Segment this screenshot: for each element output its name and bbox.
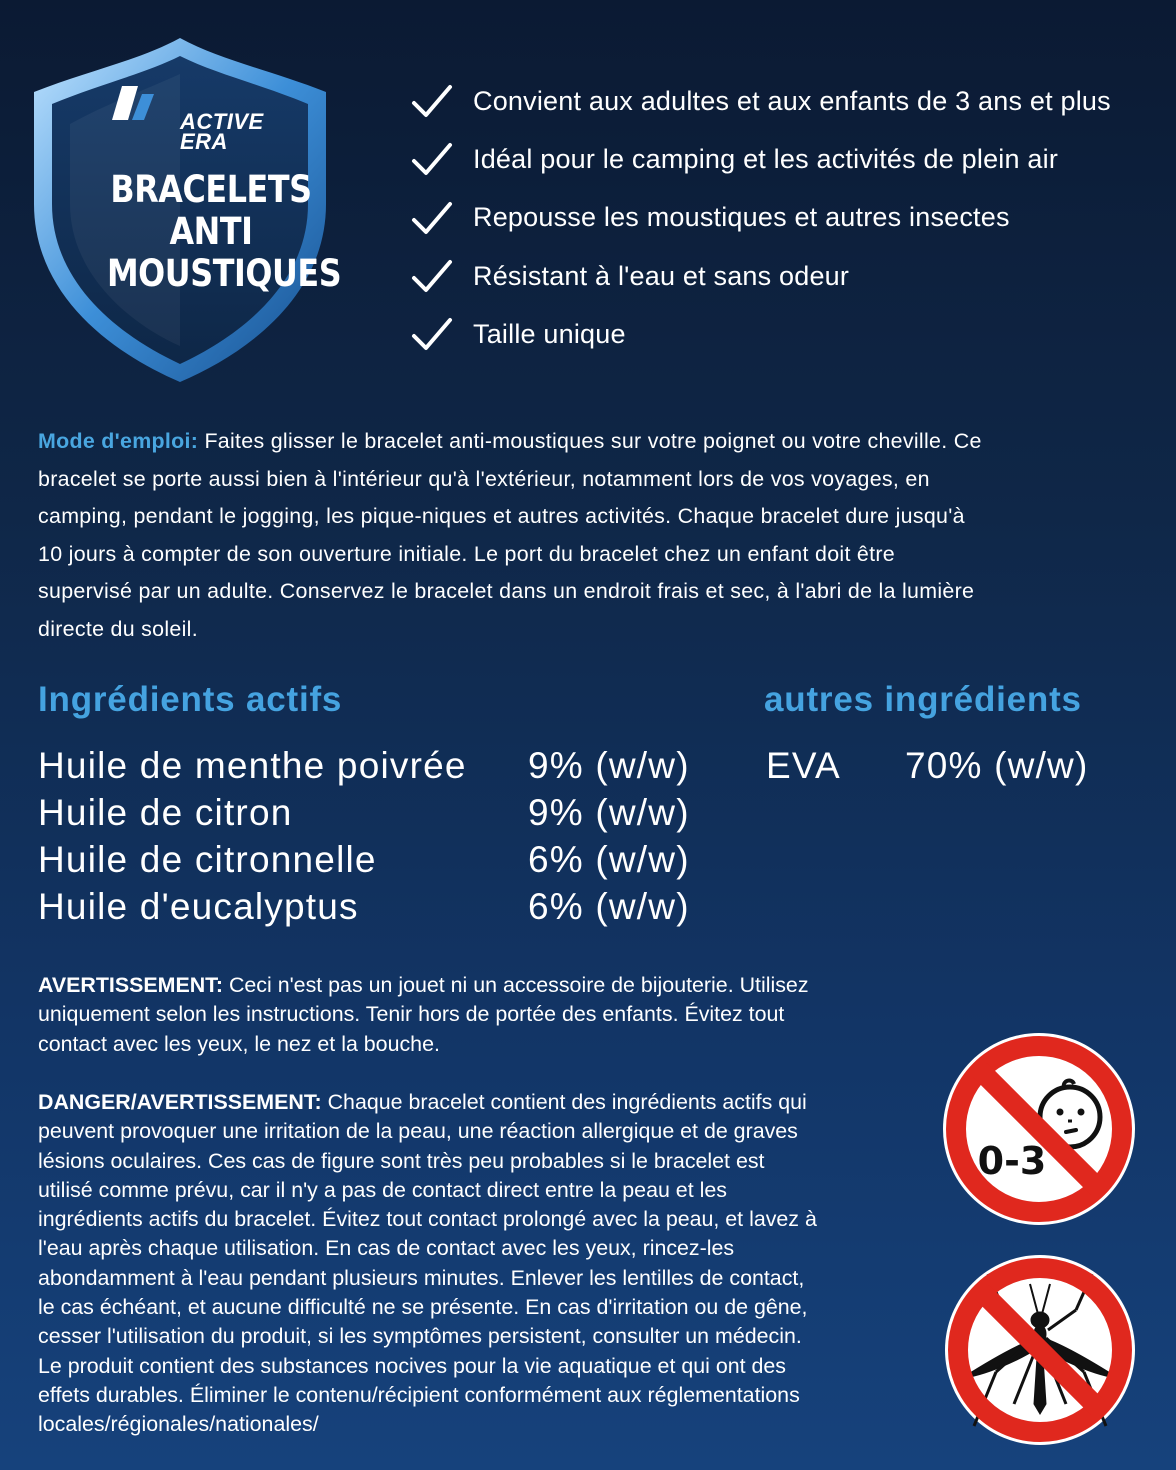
danger-text	[38, 1088, 938, 1440]
age-badge-text: 0-3	[977, 1139, 1047, 1183]
danger-line: lésions oculaires. Ces cas de figure sont très peu probables si le bracelet est	[38, 1148, 765, 1173]
ingredient-value: 9% (w/w)	[528, 792, 690, 833]
ingredient-value: 6% (w/w)	[528, 839, 690, 880]
feature-text: Résistant à l'eau et sans odeur	[473, 260, 850, 291]
brand-line-2: ERA	[180, 129, 228, 154]
danger-line	[38, 1088, 938, 1117]
feature-item	[410, 130, 1150, 188]
ingredient-name: Huile de citron	[38, 792, 293, 833]
active-ingredients-heading: Ingrédients actifs	[38, 680, 343, 719]
warning-text	[38, 971, 938, 1059]
instructions-line: camping, pendant le jogging, les pique-niques et autres activités. Chaque bracelet dure jusqu'à	[38, 504, 965, 529]
feature-text: Repousse les moustiques et autres insectes	[473, 202, 1010, 233]
instructions-line: directe du soleil.	[38, 616, 198, 641]
shield-logo	[30, 34, 342, 384]
usage-instructions	[38, 423, 1138, 649]
product-title-line-1: BRACELETS	[110, 168, 312, 211]
no-baby-icon	[942, 1032, 1136, 1226]
feature-item	[410, 247, 1150, 305]
feature-text: Taille unique	[473, 318, 626, 349]
other-ingredient-value: 70% (w/w)	[905, 745, 1089, 786]
instructions-line	[38, 423, 1138, 461]
product-title-line-3: MOUSTIQUES	[106, 252, 342, 295]
instructions-label: Mode d'emploi:	[38, 429, 199, 453]
instructions-text: Faites glisser le bracelet anti-moustiques sur votre poignet ou votre cheville. Ce	[198, 429, 982, 453]
product-title-line-2: ANTI	[169, 210, 253, 253]
feature-item	[410, 189, 1150, 247]
danger-line: effets durables. Éliminer le contenu/récipient conformément aux réglementations	[38, 1382, 800, 1407]
danger-line-text: Chaque bracelet contient des ingrédients actifs qui	[321, 1090, 807, 1114]
checkmark-icon	[410, 139, 454, 179]
danger-label: DANGER/AVERTISSEMENT:	[38, 1090, 322, 1114]
danger-line: le cas échéant, et aucune difficulté ne se présente. En cas d'irritation ou de gêne,	[38, 1295, 808, 1320]
danger-line: peuvent provoquer une irritation de la peau, une réaction allergique et de graves	[38, 1119, 798, 1144]
ingredient-name: Huile d'eucalyptus	[38, 886, 359, 927]
warning-line	[38, 971, 938, 1000]
no-mosquito-icon	[944, 1254, 1136, 1446]
brand-line-1: ACTIVE	[180, 109, 264, 134]
ingredient-name: Huile de citronnelle	[38, 839, 377, 880]
checkmark-icon	[410, 81, 454, 121]
feature-list	[410, 72, 1150, 363]
danger-line: ingrédients actifs du bracelet. Évitez tout contact prolongé avec la peau, et lavez à	[38, 1207, 817, 1232]
brand-logo	[180, 109, 264, 154]
ingredient-name: Huile de menthe poivrée	[38, 745, 467, 786]
instructions-line: supervisé par un adulte. Conservez le bracelet dans un endroit frais et sec, à l'abri de la lumière	[38, 579, 975, 604]
ingredient-value: 9% (w/w)	[528, 745, 690, 786]
warning-line: contact avec les yeux, le nez et la bouche.	[38, 1031, 440, 1056]
warning-line: uniquement selon les instructions. Tenir hors de portée des enfants. Évitez tout	[38, 1002, 785, 1027]
checkmark-icon	[410, 198, 454, 238]
warning-line-text: Ceci n'est pas un jouet ni un accessoire de bijouterie. Utilisez	[223, 973, 809, 997]
other-ingredients-heading: autres ingrédients	[764, 680, 1082, 719]
danger-line: l'eau après chaque utilisation. En cas de contact avec les yeux, rincez-les	[38, 1236, 735, 1261]
other-ingredient-name: EVA	[766, 745, 841, 786]
feature-text: Idéal pour le camping et les activités de plein air	[473, 143, 1059, 174]
checkmark-icon	[410, 314, 454, 354]
checkmark-icon	[410, 256, 454, 296]
feature-text: Convient aux adultes et aux enfants de 3 ans et plus	[473, 85, 1111, 116]
danger-line: abondamment à l'eau pendant plusieurs minutes. Enlever les lentilles de contact,	[38, 1265, 805, 1290]
danger-line: cesser l'utilisation du produit, si les symptômes persistent, consulter un médecin.	[38, 1324, 802, 1349]
danger-line: utilisé comme prévu, car il n'y a pas de contact direct entre la peau et les	[38, 1177, 727, 1202]
product-title	[106, 168, 342, 295]
ingredient-value: 6% (w/w)	[528, 886, 690, 927]
instructions-line: bracelet se porte aussi bien à l'intérieur qu'à l'extérieur, notamment lors de vos voyages, en	[38, 466, 930, 491]
instructions-line: 10 jours à compter de son ouverture initiale. Le port du bracelet chez un enfant doit être	[38, 541, 895, 566]
feature-item	[410, 72, 1150, 130]
danger-line: locales/régionales/nationales/	[38, 1412, 319, 1437]
danger-line: Le produit contient des substances nocives pour la vie aquatique et qui ont des	[38, 1353, 786, 1378]
feature-item	[410, 305, 1150, 363]
warning-label: AVERTISSEMENT:	[38, 973, 224, 997]
